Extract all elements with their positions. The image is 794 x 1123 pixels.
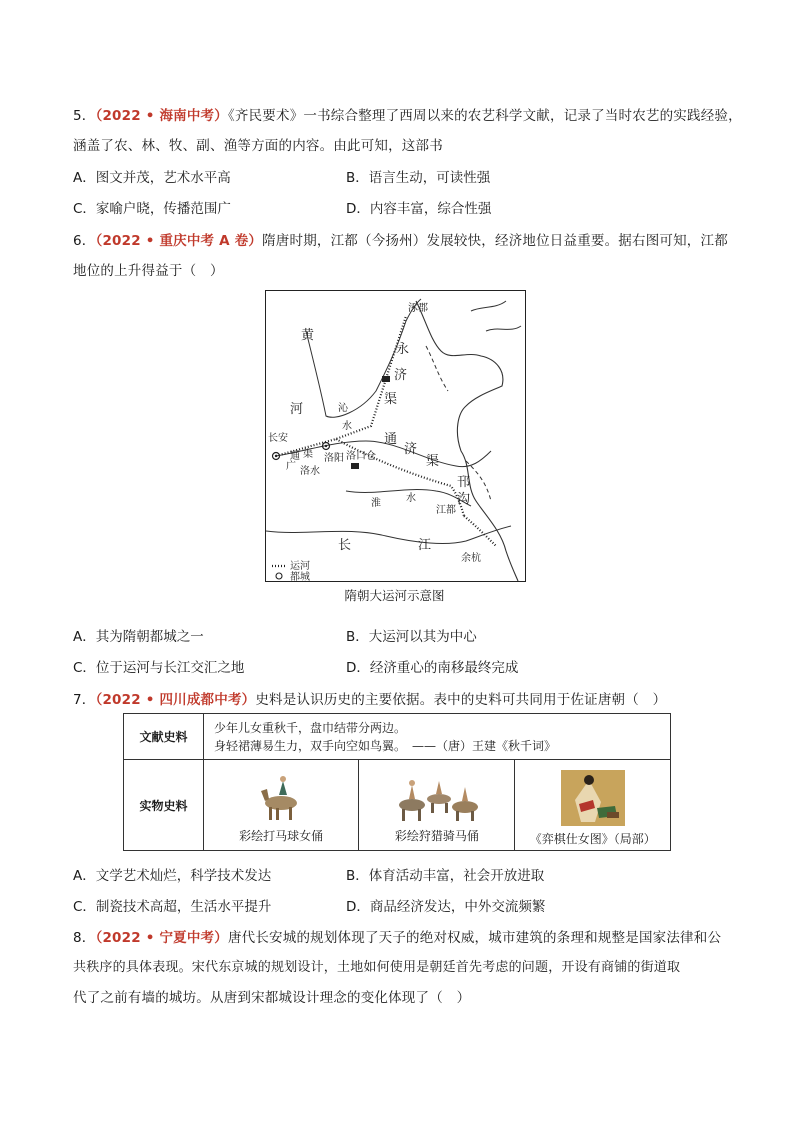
label-huang: 黄 (301, 328, 315, 343)
weiqi-painting-icon (561, 770, 625, 826)
label-han: 邗 (457, 475, 471, 490)
label-huai: 淮 (371, 498, 381, 509)
legend-capital-symbol (276, 573, 282, 579)
q5-source: （2022 • 海南中考） (95, 108, 228, 124)
label-chang: 长 (338, 538, 352, 553)
label-qin: 沁 (338, 403, 348, 414)
q8-text-1: 唐代长安城的规划体现了天子的绝对权威，城市建筑的条理和规整是国家法律和公 (227, 930, 722, 946)
label-ji: 济 (394, 368, 408, 383)
q7-option-d: D．商品经济发达，中外交流频繁 (346, 899, 546, 915)
q6-text-1: 隋唐时期，江都（今扬州）发展较快，经济地位日益重要。据右图可知，江都 (262, 233, 728, 249)
q7-option-a: A．文学艺术灿烂，科学技术发达 (73, 868, 272, 884)
q7-option-b: B．体育活动丰富，社会开放进取 (346, 868, 545, 884)
q6-option-b: B．大运河以其为中心 (346, 629, 477, 645)
label-jiang: 江 (418, 538, 432, 553)
q6-stem (73, 229, 728, 249)
label-gou: 沟 (457, 492, 471, 507)
label-luoyang: 洛阳 (324, 453, 344, 464)
coastline-north (471, 301, 521, 331)
q8-stem (73, 926, 721, 946)
label-ji2: 济 (404, 442, 418, 457)
poem-cell (203, 714, 670, 760)
q5-option-c: C．家喻户晓，传播范围广 (73, 201, 231, 217)
label-qu: 渠 (384, 392, 398, 407)
label-luokoucang: 洛口仓 (346, 451, 376, 462)
q8-number: 8． (73, 930, 96, 946)
label-yuhang: 余杭 (461, 553, 481, 564)
q6-option-d: D．经济重心的南移最终完成 (346, 660, 519, 676)
q6-option-a: A．其为隋朝都城之一 (73, 629, 204, 645)
poem-line-1: 少年儿女重秋千，盘巾结带分两边。 (213, 720, 406, 735)
artifact-polo-figurine (203, 760, 358, 851)
q6-number: 6． (73, 233, 96, 249)
coastline (416, 301, 518, 581)
label-qu2: 渠 (303, 449, 313, 460)
label-he: 河 (290, 402, 304, 417)
q5-option-b: B．语言生动，可读性强 (346, 170, 491, 186)
grand-canal-map (265, 290, 526, 582)
yangtze-river (266, 526, 511, 543)
poem-line-2: 身轻裙薄易生力，双手向空如鸟翼。 ——（唐）王建《秋千词》 (213, 738, 556, 753)
row-header-documents: 文献史料 (124, 714, 204, 760)
q5-stem (73, 104, 742, 124)
q5-text-1: 《齐民要术》一书综合整理了西周以来的农艺科学文献，记录了当时农艺的实践经验， (227, 108, 742, 124)
sources-table (123, 713, 671, 851)
label-shui2: 水 (406, 493, 416, 504)
q6-text-2: 地位的上升得益于（ ） (73, 263, 224, 279)
q6-source: （2022 • 重庆中考 A 卷） (95, 233, 263, 249)
q5-number: 5． (73, 108, 96, 124)
artifact-caption-3: 《弈棋仕女图》（局部） (529, 831, 656, 846)
map-svg (266, 291, 525, 581)
q7-option-c: C．制瓷技术高超，生活水平提升 (73, 899, 272, 915)
polo-horse-icon (257, 773, 305, 823)
label-shui: 水 (342, 421, 352, 432)
q5-option-a: A．图文并茂，艺术水平高 (73, 170, 231, 186)
canal-jiangnan (464, 516, 496, 546)
artifact-hunting-figurines (359, 760, 515, 851)
hunting-horses-icon (387, 773, 487, 823)
artifact-caption-2: 彩绘狩猎骑马俑 (394, 828, 479, 843)
label-guang: 广 (286, 461, 296, 472)
label-yong: 永 (396, 342, 410, 357)
q5-option-d: D．内容丰富，综合性强 (346, 201, 492, 217)
granary-icon (351, 463, 359, 469)
label-tong1: 通 (290, 451, 300, 462)
q8-text-3: 代了之前有墙的城坊。从唐到宋都城设计理念的变化体现了（ ） (73, 990, 471, 1006)
label-zhuojun: 涿郡 (408, 303, 428, 314)
legend-capital: 都城 (290, 572, 310, 581)
label-changan: 长安 (268, 433, 288, 444)
artifact-caption-1: 彩绘打马球女俑 (239, 828, 324, 843)
q7-source: （2022 • 四川成都中考） (95, 692, 256, 708)
yellow-river (306, 299, 421, 417)
q7-text-1: 史料是认识历史的主要依据。表中的史料可共同用于佐证唐朝（ ） (255, 692, 667, 708)
q8-text-2: 共秩序的具体表现。宋代东京城的规划设计，土地如何使用是朝廷首先考虑的问题，开设有商铺的街道取 (73, 960, 681, 975)
q8-source: （2022 • 宁夏中考） (95, 930, 228, 946)
label-qu3: 渠 (426, 454, 440, 469)
granary-icon (382, 376, 390, 382)
label-luoshui: 洛水 (300, 466, 320, 477)
q7-stem (73, 688, 666, 708)
legend-canal: 运河 (290, 561, 310, 572)
label-tong2: 通 (384, 432, 398, 447)
q6-option-c: C．位于运河与长江交汇之地 (73, 660, 245, 676)
row-header-artifacts: 实物史料 (124, 760, 204, 851)
artifact-weiqi-painting (515, 760, 671, 851)
q5-text-2: 涵盖了农、林、牧、副、渔等方面的内容。由此可知，这部书 (73, 138, 443, 154)
map-caption: 隋朝大运河示意图 (344, 588, 445, 603)
label-jiangdu: 江都 (436, 505, 456, 516)
q7-number: 7． (73, 692, 96, 708)
